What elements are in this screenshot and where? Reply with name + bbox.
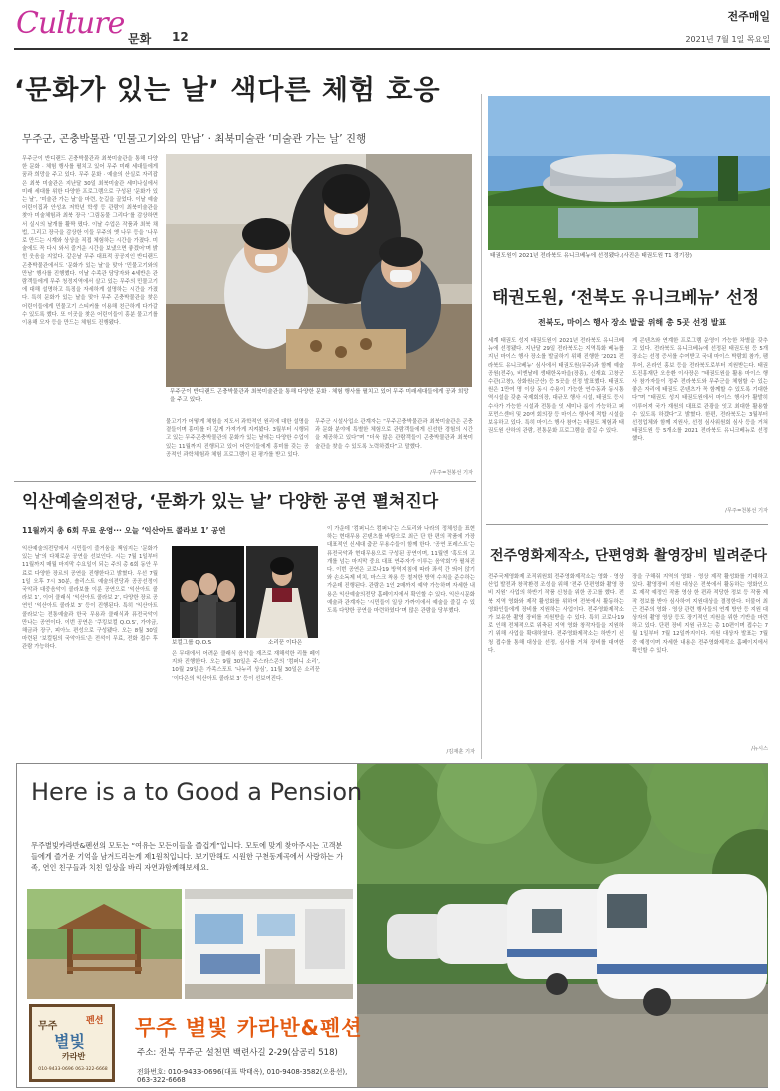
lead-subheadline: 무주군, 곤충박물관 ‘민물고기와의 만남’ · 최북미술관 ‘미술관 가는 날’ 진행: [22, 133, 367, 145]
iksan-byline: /김재훈 기자: [446, 749, 475, 755]
taekwondo-photo: [488, 96, 770, 250]
sign-text-4: 카라반: [62, 1052, 86, 1061]
lead-body-col3: 무주군 시설사업소 관계자는 “무주곤충박물관과 최북미술관은 곤충과 문화 분야에 특별한 체험으로 관람객들에게 신선한 경험의 시간을 제공하고 있다”며 “더욱 많은 관람객들이 곤충박물관과 최북미술관을 찾을 수 있도록 노력하겠다”고 말했다.: [315, 419, 473, 450]
film-headline: 전주영화제작소, 단편영화 촬영장비 빌려준다: [490, 548, 767, 564]
iksan-photo1-caption: 보컬그룹 Q.O.S: [172, 640, 212, 646]
taekwondo-photo-caption: 태권도원이 2021년 전라북도 유니크베뉴에 선정됐다.(사진은 태권도원 T1 경기장): [490, 253, 692, 259]
iksan-headline: 익산예술의전당, ‘문화가 있는 날’ 다양한 공연 펼쳐진다: [22, 492, 439, 512]
issue-date: 2021년 7월 1일 목요일: [685, 35, 770, 44]
film-divider: [486, 524, 768, 525]
interior-photo: [185, 889, 353, 999]
iksan-body-col2: 은 무대에서 어려운 클래식 음악을 재즈로 재해석한 리틀 페이지와 진행한다. 오는 9월 30일은 주스라스콘의 ‘컴퍼니 소리’, 10월 29일은 가족스포트 ‘나누리 상심’, 11월 30일은 소리꾼 ‘이다은의 익산아트 콜라보 3’ 등이 선보여진다.: [172, 651, 320, 682]
sign-text-2: 별빛: [54, 1032, 85, 1051]
pension-signboard: [29, 1004, 115, 1082]
taekwondo-body-col1: 세계 태권도 성지 태권도원이 2021년 전라북도 유니크베뉴에 선정됐다. 지난달 29일 전라북도는 지역특화 베뉴를 지닌 마이스 행사 장소를 발굴하기 위해 진행한 ‘2021 전라북도 유니크베뉴’ 심사에서 태권도원(무주)과 함께 예술공원(전주), 비엔날레 생태한옥마을(장흥), 신재효 고창군수관(고창), 상화원(군산) 등 5곳을 선정 발표했다. 태권도원은 1만여 명 이상 동시 수용이 가능한 연수동과 동시통역시설을 갖춘 국제회의장, 대규모 행사 시설, 태권도 등시 수사가 가능한 시설과 전통을 잇 세미나 룸이 가능하고 퍼포먼스센터 및 20여 회의장 등 마이스 행사에 적합 시설을 보유하고 있다. 특히 마이스 행사 참여는 태권도 체험과 태권도원 산하의 관람, 전통문화 프로그램을 즐길 수 있다.: [488, 338, 624, 435]
ad-business-name: 무주 별빛 카라반&펜션: [135, 1016, 363, 1040]
section-name: 문화: [128, 32, 152, 46]
ad-intro: 무주별빛카라반&펜션의 모토는 “여유는 모든이들을 즐겁게”입니다. 모토에 맞게 찾아주시는 고객분들에게 즐거운 기억을 남겨드리는게 제1원칙입니다. 보기만해도 시원한 구천동계곡에서 사랑하는 가족, 연인 친구들과 치친 일상을 바리 자연과함께해보세요.: [31, 841, 344, 872]
sign-text-1: 무주: [38, 1021, 58, 1032]
caravans-in-forest-photo: [357, 764, 768, 1087]
iksan-photo2-caption: 소리꾼 이다은: [268, 640, 303, 646]
lead-body-col2: 물고기가 어떻게 체험을 지도서 과학적인 원리에 대한 설명을 곁들이며 흥미를 더 깊게 가져가게 지켜봤다. 3월부터 시행되고 있는 무주곤충박물관의 문화가 있는 날에는 다양한 수업이 있는 11월까지 진행되고 있어 어린이들에게 흥미를 갖는 공공적인 과학체험과 체험 프로그램이 된 평가를 받고 있다.: [166, 419, 309, 458]
page-number: 12: [172, 30, 189, 44]
film-body-col1: 전주국제영화제 조직위원회 전주영화제작소는 영화 · 영상 산업 발전과 창작환경 조성을 위해 ‘전주 단편영화 촬영 장비 지원’ 사업의 하반기 작품 신청을 위한 공고를 했다. 전북 지역 영화와 제작 활성화를 위하여 전북에서 활동하는 영화인들에게 장비를 지원하는 사업이다. 전주영화제작소가 보유한 촬영 장비를 지원받을 수 있다. 특히 코로나19로 인해 전체적으로 위축된 지역 영화 창작자들을 지원하기 위해 사업을 확대하였다. 전주영화제작소는 하반기 신청 접수를 통해 대상을 선정, 심사를 거쳐 장비를 대여한다.: [488, 574, 624, 654]
iksan-subheadline: 11월까지 총 6회 무료 운영··· 오늘 ‘익산아트 콜라보 1’ 공연: [22, 526, 226, 535]
section-brand: Culture: [16, 6, 125, 41]
children-craft-photo: [166, 154, 472, 387]
iksan-photo-singer: [246, 546, 318, 638]
picnic-table-photo: [27, 889, 182, 999]
taekwondo-byline: /무주=천봉선 기자: [725, 508, 768, 514]
taekwondo-headline: 태권도원, ‘전북도 유니크베뉴’ 선정: [492, 288, 760, 308]
singer-photo: [246, 546, 318, 638]
vocal-group-photo: [172, 546, 244, 638]
sign-phone: 010-9433-0696 063-322-6668: [38, 1067, 108, 1072]
ad-phone[interactable]: 전화번호: 010-9433-0696(대표 박태옥), 010-9408-3582(오용선), 063-322-6668: [137, 1068, 348, 1084]
sign-text-3: 펜션: [86, 1016, 104, 1026]
iksan-body-col3: 이 가운데 ‘컴퍼니스 컴퍼니’는 스토리와 나라의 정체성을 표현하는 현대무용 콘텐츠를 바탕으로 최근 단 한 편의 작품에 가장 대표적인 신세대 춤꾼 무용수들이 함께 한다. ‘공연 포레스트’는 퓨전국악과 현대무용으로 구성된 공연이며, 11월엔 ‘혹도의 고개를 넘는 마지막 중요 대표 연주자가 이루는 음악회’가 펼쳐진다. 이번 공연은 코로나19 방역지침에 따라 좌석 간 띄어 앉기와 손소독제 비치, 마스크 착용 등 철저한 방역 수칙을 준수하는 가운데 진행된다. 관람은 1인 2매까지 예약 가능하며 자세한 내용은 익산예술의전당 홈페이지에서 확인할 수 있다. 익산시문화예술과 관계자는 ‘시민들이 일상 가까이에서 예술을 즐길 수 있도록 다양한 공연을 마련하였다’며 많은 관람을 당부했다.: [327, 526, 475, 615]
column-divider: [481, 94, 482, 759]
film-byline: /뉴시스: [751, 746, 768, 752]
iksan-photo-qos: [172, 546, 244, 638]
caravan-photo: [357, 764, 768, 1087]
header-rule: [14, 48, 770, 50]
film-body-col2: 장을 구해줘 지역의 영화 · 영상 제작 활성화를 기대하고 있다. 촬영장비 지원 대상은 전북에서 활동하는 영화인으로 제작 예정인 작품 영상 한 편과 적당한 정보 등 작품 제작 정보를 받아 심사하여 지원대상을 결정한다. 더불어 최근 전주의 영화 · 영상 관련 행사들의 연계 방안 등 지원 대상자의 촬영 영상 등도 장기적인 지원을 위한 기반을 마련하고 있다. 단편 장비 지원 규모는 총 10편이며 접수는 7월 1일부터 7월 12일까지이다. 지원 대상자 발표는 7월 중 예정이며 자세한 내용은 전주영화제작소 홈페이지에서 확인할 수 있다.: [632, 574, 768, 654]
caravan-interior-photo: [185, 889, 353, 999]
pension-advertisement[interactable]: [16, 763, 768, 1088]
lead-body-col1: 무주군이 반디랜드 곤충박물관과 최북미술관을 통해 다양한 문화 · 체험 행사를 펼치고 있어 무주 미래 세대들에게 꿈과 희망을 주고 있다. 무주 문화 · 예술의 산실로 자리잡은 최북 미술관은 지난달 30일 최북미술관 세미나실에서 미래 세대를 위한 다양한 프로그램으로 구성된 ‘문화가 있는 날’, ‘미술관 가는 날’을 마련, 눈길을 끌었다. 이날 예술어린이집과 안성초 저학년 학생 등 관람이 최북미술관을 찾아 미술체험과 최북 장극 ‘그림동물 그리다’를 감상하면서 실시의 날개를 활짝 폈다. 이날 수업은 작품과 최북 채법, 그리고 장극을 감상한 이들 무주의 옛 나무 등을 ‘나무로 만드는 시계와 상상을 직접 체험하는 시간을 가졌다. 미술에도 꼭 다시 와서 즐거운 시간을 보냈으면 좋겠어’며 밝힌 웃음을 지었다. 같은날 무주 대표적 공공지인 반디랜드 곤충박물관에서도 ‘문화가 있는 날’을 맞아 ‘민물고기와의 만남’ 행사를 진행했다. 이날 수족관 담당자와 4세반은 관람객들에게 무주 청정지역에서 살고 있는 무주의 민물고기에 대해 설명하고 특징을 자세하게 설명하는 시간을 가졌다. 특히 문화가 있는 날을 맞아 무주 곤충박물관을 찾은 어린이들에게 민물고기 스티커를 이용해 친근하게 다가갈 수 있도록 했다. 또 이곳을 찾은 어린이들이 흥분 물고기를 이용해 모자 등을 만드는 체험도 진행됐다.: [22, 156, 158, 327]
lead-headline: ‘문화가 있는 날’ 색다른 체험 호응: [14, 75, 441, 106]
picnic-photo: [27, 889, 182, 999]
section-divider: [14, 481, 476, 482]
paper-name: 전주매일: [727, 10, 770, 23]
taekwondo-subheadline: 전북도, 마이스 행사 장소 발굴 위해 총 5곳 선정 발표: [538, 318, 727, 327]
lead-photo: [166, 154, 472, 387]
lead-byline: /무주=천봉선 기자: [430, 470, 473, 476]
ad-tagline: Here is a to Good a Pension: [31, 778, 363, 806]
iksan-body-col1: 익산예술의전당에서 시민들이 즐거움을 책임지는 ‘문화가 있는 날’의 다채로운 공연을 선보인다. 시는 7월 1일부터 11월까지 매월 마지막 수요일이 되는 주의 총 6회 동안 무료로 다양한 장르의 공연을 진행한다고 밝혔다. 우선 7월 1일 오후 7시 30분, 솔리스트 예술의전당과 공공선정이 국악과 대중음악이 콜라보를 이룬 공연으로 ‘익산아트 콜라보 1’, 이어 클래식 ‘익산아트 콜라보 2’, 다양한 장르 공연인 ‘익산아트 콜라보 3’ 등이 진행된다. 특히 ‘익산아트 콜라보’는 전통예술과 한국 무용과 클래식과 퓨전국악이 만나는 공연이다. 이번 공연은 ‘쿠킹보컬 Q.O.S’, 가야금, 해금과 장구, 피아노 편성으로 구성됐다. 오는 8월 30일 마련된 ‘보컬팀의 국악아트’은 전석이 무료, 전화 접수 후 관람 가능하다.: [22, 546, 158, 651]
taekwondo-arena-photo: [488, 96, 770, 250]
ad-address: 주소: 전북 무주군 설천면 백련사길 2-29(삼공리 518): [137, 1048, 338, 1058]
taekwondo-body-col2: 게 콘텐츠와 연계한 프로그램 운영이 가능한 차별을 갖추고 있다. 전라북도 유니크베뉴에 선정된 태권도원 등 5개 장소는 선정 증서를 수여받고 국내 마이스 박람회 참가, 팸투어, 온라인 홍보 등을 전라북도로부터 지원받는다. 태권도진흥재단 오응환 이사장은 “태권도원을 활용 마이스 행사 참가자들이 정주 전라북도와 무주군을 체험할 수 있는 좋은 자리에 태권도 콘텐츠가 꼭 함께할 수 있도록 기대한다”며 “태권도 성지 태권도원에서 마이스 행사가 활발히 이루어져 국가 재원의 대표로 관광을 잇고 최대한 활용할 수 있도록 하겠다”고 밝혔다. 한편, 전라북도는 3월부터 선정업체와 함께 지원사, 선정 심사위원회 심사 등을 거쳐 태권도원 등 5개소를 2021 전라북도 유니크베뉴로 선정했다.: [632, 338, 768, 443]
lead-photo-caption: 무주군이 반디랜드 곤충박물관과 최북미술관을 통해 다양한 문화 · 체험 행사를 펼치고 있어 무주 미래세대들에게 공과 희망을 주고 있다.: [170, 389, 469, 403]
